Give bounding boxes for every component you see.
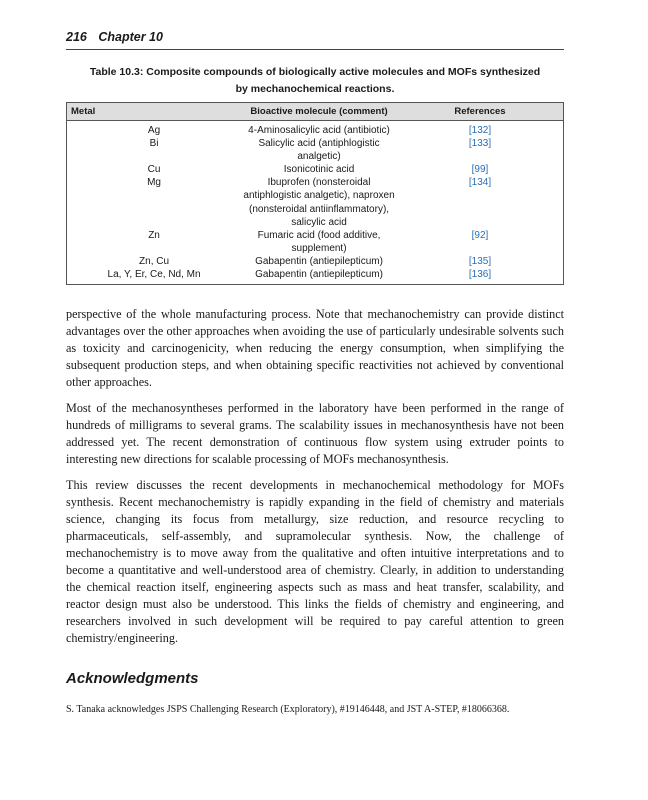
composite-compounds-table	[66, 102, 564, 285]
acknowledgments-text: S. Tanaka acknowledges JSPS Challenging Research (Exploratory), #19146448, and JST A-STEP, #18066368.	[66, 704, 510, 715]
acknowledgments-heading: Acknowledgments	[66, 670, 199, 687]
running-head	[66, 30, 564, 44]
paragraph: Most of the mechanosyntheses performed in the laboratory have been performed in the range of hundreds of milligrams to several grams. The scalability issues in mechanosynthesis have not been addressed yet. The recent demonstration of continuous flow system using extruder points to interesting new directions for scalable processing of MOFs mechanosynthesis.	[66, 401, 564, 466]
chapter-title: Chapter 10	[98, 30, 163, 44]
table-caption-line-1: Table 10.3: Composite compounds of biologically active molecules and MOFs synthesized	[89, 66, 541, 78]
molecule-cell: Salicylic acid (antiphlogistic analgetic)	[258, 138, 380, 163]
reference-link[interactable]: [132]	[468, 125, 492, 136]
table-caption-line-2: by mechanochemical reactions.	[235, 83, 395, 95]
metal-cell: Ag	[147, 125, 161, 136]
metal-cell: Cu	[147, 164, 161, 176]
metal-cell: Bi	[149, 138, 159, 150]
molecule-cell: 4-Aminosalicylic acid (antibiotic)	[248, 125, 390, 136]
reference-link[interactable]: [134]	[468, 177, 492, 189]
metal-cell: La, Y, Er, Ce, Nd, Mn	[107, 269, 201, 281]
header-metal: Metal	[67, 103, 242, 121]
table-row	[67, 163, 564, 176]
header-rule	[66, 49, 564, 50]
molecule-cell: Ibuprofen (nonsteroidal antiphlogistic analgetic), naproxen (nonsteroidal antiinflammatory), salicylic acid	[243, 177, 395, 228]
molecule-cell: Gabapentin (antiepilepticum)	[255, 255, 383, 267]
body-text	[66, 306, 564, 656]
molecule-cell: Isonicotinic acid	[283, 164, 355, 176]
paragraph: perspective of the whole manufacturing process. Note that mechanochemistry can provide distinct advantages over the other approaches when avoiding the use of particularly undesirable solvents such as toxicity and carcinogenicity, when reducing the energy consumption, when simplifying the subsequent production steps, and when obtaining specific reactivities not achieved by conventional other approaches.	[66, 307, 564, 389]
table-row	[67, 268, 564, 285]
reference-link[interactable]: [135]	[468, 255, 492, 267]
table-header-row	[67, 103, 564, 121]
reference-link[interactable]: [92]	[471, 229, 489, 241]
molecule-cell: Fumaric acid (food additive, supplement)	[257, 229, 381, 254]
header-bioactive-molecule: Bioactive molecule (comment)	[241, 103, 397, 121]
table-row	[67, 176, 564, 228]
table-row	[67, 137, 564, 163]
table-row	[67, 229, 564, 255]
header-references: References	[397, 103, 564, 121]
table-row	[67, 121, 564, 138]
molecule-cell: Gabapentin (antiepilepticum)	[255, 269, 383, 281]
table-caption	[66, 64, 564, 98]
page-number: 216	[66, 30, 87, 44]
reference-link[interactable]: [99]	[471, 164, 489, 176]
metal-cell: Mg	[147, 177, 161, 189]
metal-cell: Zn	[148, 229, 160, 241]
table-row	[67, 255, 564, 268]
reference-link[interactable]: [133]	[468, 138, 492, 150]
metal-cell: Zn, Cu	[139, 255, 170, 267]
paragraph: This review discusses the recent developments in mechanochemical methodology for MOFs synthesis. Recent mechanochemistry is rapidly expanding in the field of chemistry and materials science, changing its focus from metallurgy, size reduction, and resource recycling to pharmaceuticals, self-assembly, and supramolecular synthesis. Now, the challenge of mechanochemistry is to move away from the qualitative and often intuitive interpretations and to become a quantitative and well-understood area of chemistry. Clearly, in addition to understanding the chemical reaction itself, engineering aspects such as mass and heat transfer, scalability, and reactor design must also be understood. This links the fields of chemistry and engineering, and researchers involved in such development will be required to pay careful attention to green chemistry/engineering.	[66, 478, 564, 645]
reference-link[interactable]: [136]	[468, 269, 492, 281]
